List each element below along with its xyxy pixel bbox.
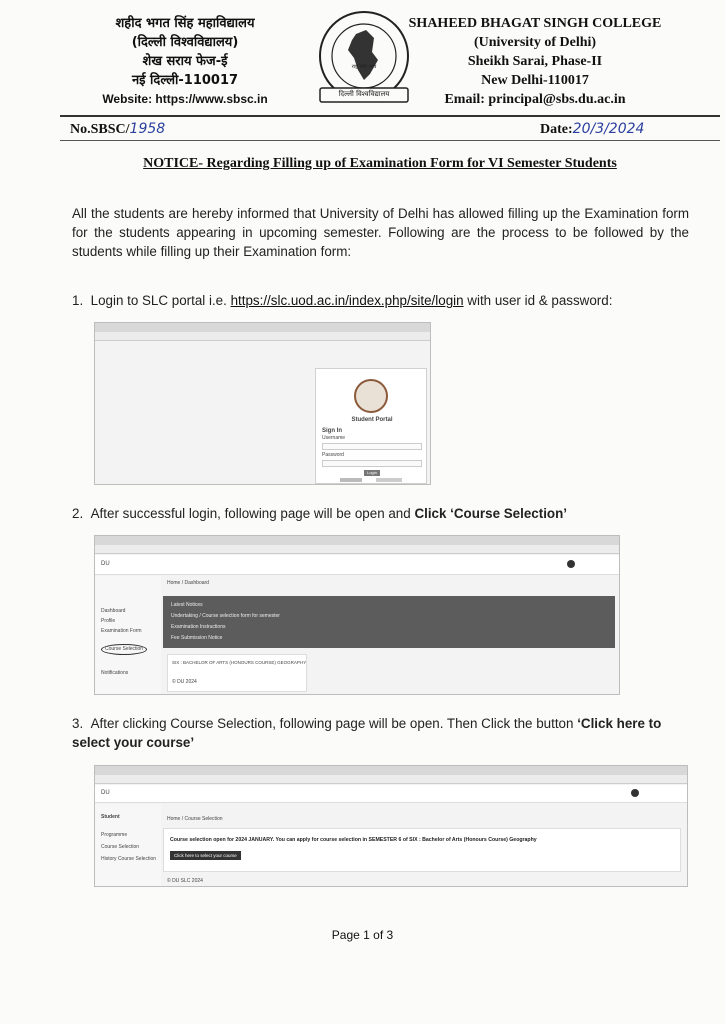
step-2 (72, 504, 692, 523)
step-number: 3. (72, 716, 84, 731)
app-brand: DU (101, 561, 110, 567)
step-text: After successful login, following page will be open and (90, 506, 415, 521)
course-footer: © DU 2024 (172, 679, 197, 685)
app-brand: DU (101, 790, 110, 796)
step-text: After clicking Course Selection, following page will be open. Then Click the button (90, 716, 578, 731)
course-selection-card (163, 828, 681, 872)
login-button[interactable]: Login (364, 470, 380, 476)
notice-panel (163, 596, 615, 648)
forgot-link[interactable] (340, 478, 362, 482)
app-header (95, 555, 620, 575)
sidebar-item[interactable]: Examination Form (101, 628, 142, 634)
date-label: Date: (540, 122, 573, 137)
step-number: 1. (72, 293, 84, 308)
reference-number (70, 121, 165, 138)
step-text-after: with user id & password: (463, 293, 613, 308)
english-line: New Delhi-110017 (481, 73, 589, 88)
panel-line: Examination Instructions (171, 624, 226, 630)
browser-tab-bar (95, 536, 619, 545)
step-1 (72, 291, 692, 310)
english-line: (University of Delhi) (473, 35, 597, 50)
step-text: Login to SLC portal i.e. (90, 293, 231, 308)
course-card (167, 654, 307, 692)
hindi-line: नई दिल्ली-110017 (131, 73, 239, 88)
password-input[interactable] (322, 460, 422, 467)
date-handwritten: 20/3/2024 (572, 121, 645, 137)
intro-paragraph: All the students are hereby informed that University of Delhi has allowed filling up the Examination form for the students appearing in upcoming semester. Following are the process to be followed by the students while filling up their Examination form: (72, 206, 689, 259)
username-label: Username (322, 435, 346, 441)
step-3 (72, 714, 692, 752)
dashboard-sidebar (95, 576, 161, 695)
english-line: Email: principal@sbs.du.ac.in (444, 92, 626, 107)
browser-url-bar (95, 545, 619, 554)
course-name: SIX : BACHELOR OF ARTS (HONOURS COURSE) GEOGRAPHY (172, 660, 307, 665)
english-line: SHAHEED BHAGAT SINGH COLLEGE (408, 16, 662, 31)
portal-title: Student Portal (351, 417, 393, 423)
du-logo-icon (354, 379, 388, 413)
screenshot-dashboard (94, 535, 620, 695)
step-number: 2. (72, 506, 84, 521)
sidebar-item[interactable]: Notifications (101, 670, 129, 676)
sidebar-item[interactable]: Dashboard (101, 608, 126, 614)
page-footer: © DU SLC 2024 (167, 878, 203, 884)
browser-url-bar (95, 775, 687, 784)
user-avatar-icon[interactable] (567, 560, 575, 568)
notice-date (540, 121, 644, 138)
seal-motto: राष्ट्र सेवा भाव (351, 64, 377, 70)
username-input[interactable] (322, 443, 422, 450)
sidebar-item[interactable]: Programme (101, 832, 128, 838)
selection-message: Course selection open for 2024 JANUARY. You can apply for course selection in SEMESTER 6 of SIX : Bachelor of Arts (Honours Course) Geography (170, 837, 537, 843)
app-header (95, 785, 688, 803)
browser-tab-bar (95, 766, 687, 775)
browser-tab-bar (95, 323, 430, 332)
course-sidebar (95, 804, 161, 887)
hindi-line: शेख सराय फेज-ई (142, 54, 228, 69)
step-bold: ‘Click here to select your course’ (72, 716, 662, 750)
breadcrumb: Home / Course Selection (167, 816, 223, 822)
hindi-line: (दिल्ली विश्वविद्यालय) (131, 35, 239, 50)
sign-in-heading: Sign In (322, 428, 342, 434)
panel-line: Latest Notices (171, 602, 203, 608)
website: Website: https://www.sbsc.in (102, 92, 268, 106)
breadcrumb: Home / Dashboard (167, 580, 209, 586)
ref-divider (60, 140, 720, 141)
panel-line: Undertaking / Course selection form for semester (171, 613, 280, 619)
screenshot-course-selection (94, 765, 688, 887)
college-seal-logo (314, 8, 414, 108)
seal-bottom-text: दिल्ली विश्वविद्यालय (338, 90, 390, 98)
sidebar-item[interactable]: Course Selection (101, 844, 140, 850)
step-bold: Click ‘Course Selection’ (414, 506, 567, 521)
select-course-button[interactable]: Click here to select your course (170, 851, 241, 860)
notice-title: NOTICE- Regarding Filling up of Examination Form for VI Semester Students (143, 156, 617, 171)
user-avatar-icon[interactable] (631, 789, 639, 797)
sidebar-item[interactable]: History Course Selection (101, 856, 157, 862)
screenshot-login-page (94, 322, 431, 485)
page-number: Page 1 of 3 (331, 928, 394, 942)
password-label: Password (322, 452, 344, 458)
college-header-hindi (70, 14, 300, 108)
slc-login-link[interactable]: https://slc.uod.ac.in/index.php/site/login (230, 293, 464, 308)
college-header-english (400, 14, 670, 109)
header-divider (60, 115, 720, 117)
sidebar-item[interactable]: Profile (101, 618, 116, 624)
browser-url-bar (95, 332, 430, 341)
register-link[interactable] (376, 478, 402, 482)
ref-number-handwritten: 1958 (129, 121, 166, 137)
panel-line: Fee Submission Notice (171, 635, 223, 641)
ref-label: No.SBSC/ (70, 122, 130, 137)
hindi-line: शहीद भगत सिंह महाविद्यालय (115, 16, 255, 31)
sidebar-item-course-selection[interactable]: Course Selection (101, 644, 147, 655)
sidebar-heading: Student (101, 814, 120, 820)
login-card (315, 368, 427, 484)
english-line: Sheikh Sarai, Phase-II (467, 54, 603, 69)
